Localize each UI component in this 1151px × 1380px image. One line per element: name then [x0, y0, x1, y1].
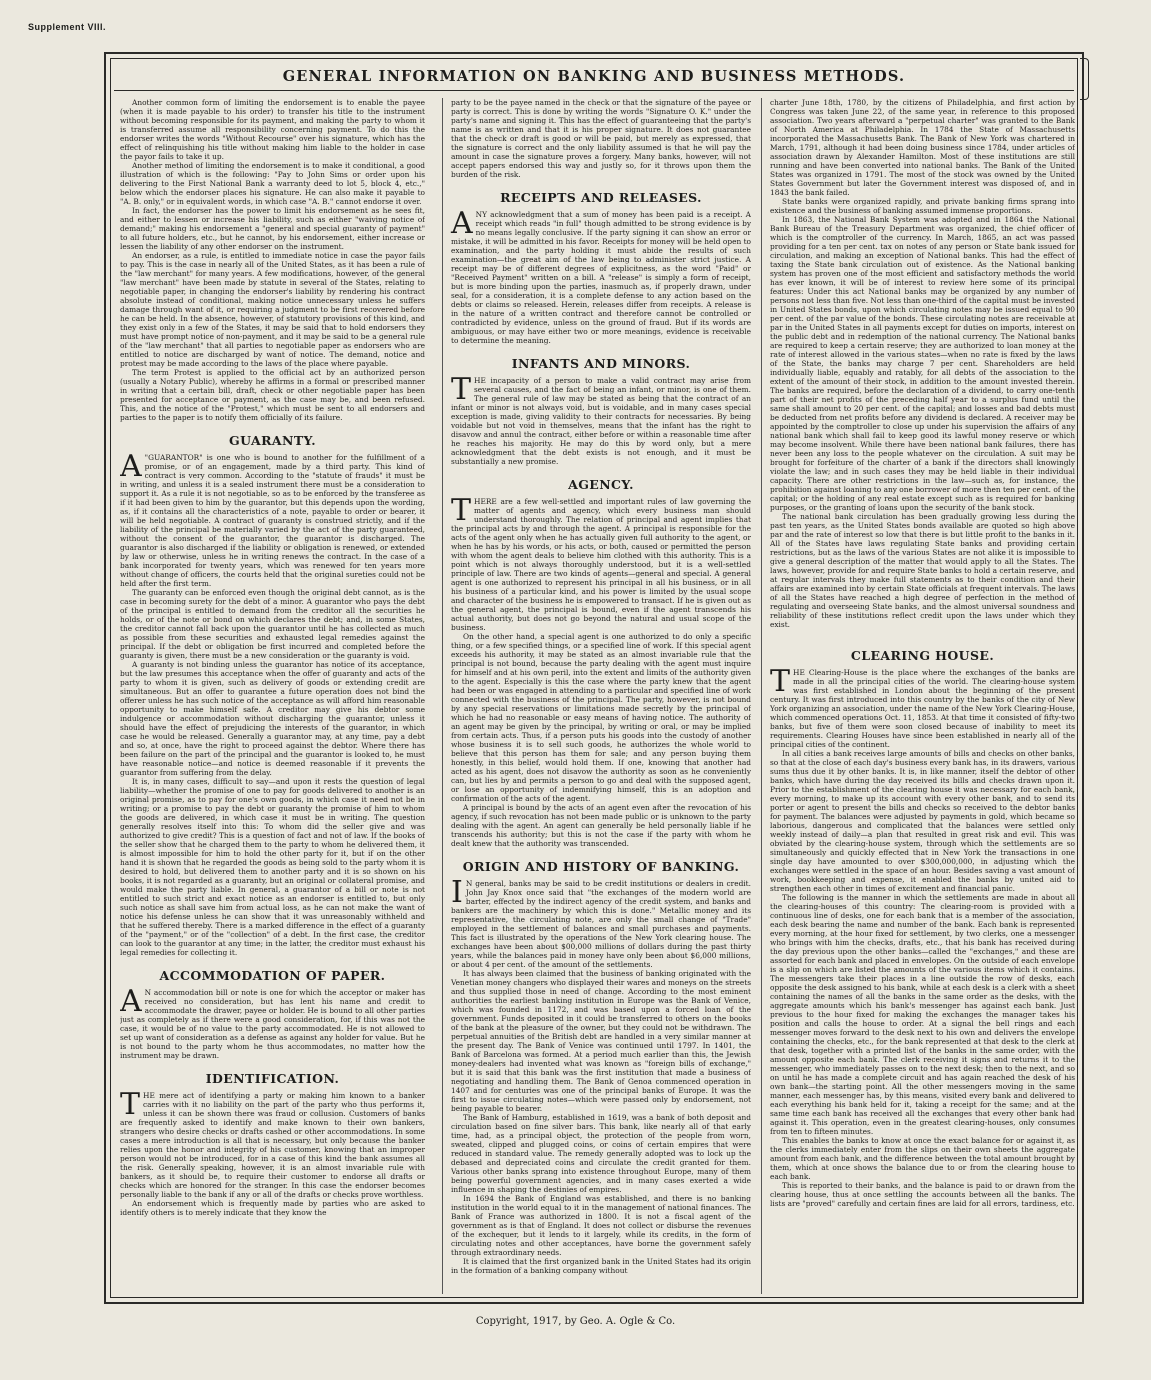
paragraph: The term Protest is applied to the official act by an authorized person (usually a Notary Public), whereby he affirms in a formal or prescribed manner in writing that a certain bill, draft, check or other negotiable paper has been presented for acceptance or payment, as the case may be, and been refused. This, and the notice of the "Protest," which must be sent to all endorsers and parties to the paper is to notify them officially of its failure. — [120, 368, 425, 422]
section-heading-guaranty: GUARANTY. — [229, 433, 316, 448]
paragraph: charter June 18th, 1780, by the citizens of Philadelphia, and first action by Congress was taken June 22, of the same year, in reference to this proposed association. Two years afterward a "perpetual charter" was granted to the Bank of North America at Philadelphia. In 1784 the State of Massachusetts incorporated the Massachusetts Bank. The Bank of New York was chartered in March, 1791, although it had been doing business since 1784, under articles of association drawn by Alexander Hamilton. Most of these institutions are still running and have been converted into national banks. The Bank of the United States was organized in 1791. The most of the stock was owned by the United States Government but later the Government interest was disposed of, and in 1843 the bank failed. — [770, 98, 1075, 197]
page-edge-curl-icon — [1080, 58, 1089, 100]
paragraph: ANY acknowledgment that a sum of money has been paid is a receipt. A receipt which reads "in full" though admitted to be strong evidence is by no means legally conclusive. If the party signing it can show an error or mistake, it will be admitted in his favor. Receipts for money will be held open to examination, and the party holding it must abide the results of such examination—the great aim of the law being to administer strict justice. A receipt may be of different degrees of explicitness, as the word "Paid" or "Received Payment" written on a bill. A "release" is simply a form of receipt, but is more binding upon the parties, inasmuch as, if properly drawn, under seal, for a consideration, it is a complete defense to any action based on the debts or claims so released. Herein, releases differ from receipts. A release is in the nature of a written contract and therefore cannot be controlled or contradicted by evidence, unless on the ground of fraud. But if its words are ambiguous, or may have either two or more meanings, evidence is receivable to determine the meaning. — [451, 206, 751, 345]
section-heading-agency: AGENCY. — [568, 477, 634, 492]
paragraph: In 1694 the Bank of England was established, and there is no banking institution in the world equal to it in the management of national finances. The Bank of France was authorized in 1800. It is not a fiscal agent of the government as is that of England. It does not collect or disburse the revenues of the exchequer, but it lends to it largely, while its credits, in the form of circulating notes and other acceptances, have borne the government safely through extraordinary needs. — [451, 1194, 751, 1257]
paragraph: A guaranty is not binding unless the guarantor has notice of its acceptance, but the law presumes this acceptance when the offer of guaranty and acts of the party to whom it is given, such as delivery of goods or extending credit are simultaneous. But an offer to guarantee a future operation does not bind the offerer unless he has such notice of the acceptance as will afford him reasonable opportunity to make himself safe. A creditor may give his debtor some indulgence or accommodation without discharging the guarantor, unless it should have the effect of prejudicing the interests of the guarantor, in which case he would be released. Generally a guarantor may, at any time, pay a debt and so, at once, have the right to proceed against the debtor. Where there has been failure on the part of the principal and the guarantor is looked to, he must have reasonable notice—and notice is deemed reasonable if it prevents the guarantor from suffering from the delay. — [120, 660, 425, 777]
paragraph: A"GUARANTOR" is one who is bound to another for the fulfillment of a promise, or of an engagement, made by a third party. This kind of contract is very common. According to the "statute of frauds" it must be in writing, and unless it is a sealed instrument there must be a consideration to support it. As a rule it is not negotiable, so as to be enforced by the transferee as if it had been given to him by the guarantor, but this depends upon the wording, as, if it contains all the characteristics of a note, payable to order or bearer, it will be held negotiable. A contract of guaranty is construed strictly, and if the liability of the principal be materially varied by the act of the party guaranteed, without the consent of the guarantor, the guarantor is discharged. The guarantor is also discharged if the liability or obligation is renewed, or extended by law or otherwise, unless he in writing renews the contract. In the case of a bank incorporated for twenty years, which was renewed for ten years more without change of officers, the courts held that the original sureties could not be held after the first term. — [120, 449, 425, 588]
column-3 — [761, 98, 1075, 1294]
paragraph: In fact, the endorser has the power to limit his endorsement as he sees fit, and either to lessen or increase his liability, such as either "waiving notice of demand;" making his endorsement a "general and special guaranty of payment" to all future holders, etc., but he cannot, by his endorsement, either increase or lessen the liability of any other endorser on the instrument. — [120, 206, 425, 251]
section-heading-infants: INFANTS AND MINORS. — [511, 356, 691, 371]
paragraph: The guaranty can be enforced even though the original debt cannot, as is the case in becoming surety for the debt of a minor. A guarantor who pays the debt of the principal is entitled to demand from the creditor all the securities he holds, or of the note or bond on which declares the debt; and, in some States, the creditor cannot fall back upon the guarantor until he has collected as much as possible from these securities and exhausted legal remedies against the principal. If the debt or obligation be first incurred and completed before the guaranty is given, there must be a new consideration or the guaranty is void. — [120, 588, 425, 660]
section-heading-identification: IDENTIFICATION. — [205, 1071, 340, 1086]
column-2 — [442, 98, 751, 1294]
paragraph: An endorsement which is frequently made by parties who are asked to identify others is to merely indicate that they know the — [120, 1199, 425, 1217]
paragraph: THE Clearing-House is the place where the exchanges of the banks are made in all the principal cities of the world. The clearing-house system was first established in London about the beginning of the present century. It was first introduced into this country by the banks of the city of New York organizing an association, under the name of the New York Clearing-House, which commenced operations Oct. 11, 1853. At that time it consisted of fifty-two banks, but five of them were soon closed because of inability to meet its requirements. Clearing Houses have since been established in nearly all of the principal cities of the continent. — [770, 664, 1075, 749]
page-title: GENERAL INFORMATION ON BANKING AND BUSINESS METHODS. — [114, 64, 1074, 91]
paragraph: On the other hand, a special agent is one authorized to do only a specific thing, or a few specified things, or a specified line of work. If this special agent exceeds his authority, it may be stated as an almost invariable rule that the principal is not bound, because the party dealing with the agent must inquire for himself and at his own peril, into the extent and limits of the authority given to the agent. Especially is this the case where the party knew that the agent had been or was engaged in attending to a particular and specified line of work connected with the business of the principal. The party, however, is not bound by any special reservations or limitations made secretly by the principal of which he had no reasonable or easy means of having notice. The authority of an agent may be given by the principal, by writing or oral, or may be implied from certain acts. Thus, if a person puts his goods into the custody of another whose business it is to sell such goods, he authorizes the whole world to believe that this person has them for sale; and any person buying them honestly, in this belief, would hold them. If one, knowing that another had acted as his agent, does not disavow the authority as soon as he conveniently can, but lies by and permits a person to go and deal with the supposed agent, or lose an opportunity of indemnifying himself, this is an adoption and confirmation of the acts of the agent. — [451, 632, 751, 803]
section-heading-receipts: RECEIPTS AND RELEASES. — [500, 190, 702, 205]
paragraph: IN general, banks may be said to be credit institutions or dealers in credit. John Jay Knox once said that "the exchanges of the modern world are barter, effected by the indirect agency of the credit system, and banks and bankers are the machinery by which this is done." Metallic money and its representative, the circulating note, are only the small change of "Trade" employed in the settlement of balances and small purchases and payments. This fact is illustrated by the operations of the New York clearing house. The exchanges have been about $00,000 millions of dollars during the past thirty years, while the balances paid in money have only been about $6,000 millions, or about 4 per cent. of the amount of the settlements. — [451, 875, 751, 969]
supplement-label: Supplement VIII. — [28, 22, 107, 32]
paragraph: A principal is bound by the acts of an agent even after the revocation of his agency, if such revocation has not been made public or is unknown to the party dealing with the agent. An agent can generally be held personally liable if he transcends his authority; but this is not the case if the party with whom he dealt knew that the authority was transcended. — [451, 803, 751, 848]
column-1 — [120, 98, 425, 1294]
paragraph: In all cities a bank receives large amounts of bills and checks on other banks, so that at the close of each day's business every bank has, in its drawers, various sums thus due it by other banks. It is, in like manner, itself the debtor of other banks, which have during the day received its bills and checks drawn upon it. Prior to the establishment of the clearing house it was necessary for each bank, every morning, to make up its account with every other bank, and to send its porter or agent to present the bills and checks so received to the debtor banks for payment. The balances were adjusted by payments in gold, which became so laborious, dangerous and complicated that the balances were settled only weekly instead of daily—a plan that resulted in great risk and evil. This was obviated by the clearing-house system, through which the settlements are so simultaneously and quickly effected that in New York the transactions in one single day have amounted to over $300,000,000, in adjusting which the exchanges were settled in the space of an hour. Besides saving a vast amount of work, bookkeeping and expense, it enabled the banks by united aid to strengthen each other in times of excitement and financial panic. — [770, 749, 1075, 893]
paragraph: THE incapacity of a person to make a valid contract may arise from several causes, and the fact of being an infant, or minor, is one of them. The general rule of law may be stated as being that the contract of an infant or minor is not always void, but is voidable, and in many cases special exception is made, giving validity to their contracts for necessaries. By being voidable but not void in themselves, means that the infant has the right to disavow and annul the contract, either before or within a reasonable time after he reaches his majority. He may do this by word only, but a mere acknowledgment that the debt exists is not enough, and it must be substantially a new promise. — [451, 372, 751, 466]
paragraph: This enables the banks to know at once the exact balance for or against it, as the clerks immediately enter from the slips on their own sheets the aggregate amount from each bank, and the difference between the total amount brought by them, which at once shows the balance due to or from the clearing house to each bank. — [770, 1136, 1075, 1181]
paragraph: AN accommodation bill or note is one for which the acceptor or maker has received no consideration, but has lent his name and credit to accommodate the drawer, payee or holder. He is bound to all other parties just as completely as if there were a good consideration, for, if this was not the case, it would be of no value to the party accommodated. He is not allowed to set up want of consideration as a defense as against any holder for value. But he is not bound to the party whom he thus accommodates, no matter how the instrument may be drawn. — [120, 984, 425, 1060]
paragraph: Another method of limiting the endorsement is to make it conditional, a good illustration of which is the following: "Pay to John Sims or order upon his delivering to the First National Bank a warranty deed to lot 5, block 4, etc.," below which the endorser places his signature. He can also make it payable to "A. B. only," or in equivalent words, in which case "A. B." cannot endorse it over. — [120, 161, 425, 206]
paragraph: The Bank of Hamburg, established in 1619, was a bank of both deposit and circulation based on fine silver bars. This bank, like nearly all of that early time, had, as a principal object, the protection of the people from worn, sweated, clipped and plugged coins, or coins of certain empires that were reduced in standard value. The remedy generally adopted was to lock up the debased and depreciated coins and circulate the credit granted for them. Various other banks sprang into existence throughout Europe, many of them being powerful government agencies, and in many cases exerted a wide influence in shaping the destinies of empires. — [451, 1113, 751, 1194]
section-heading-origin: ORIGIN AND HISTORY OF BANKING. — [462, 859, 740, 874]
paragraph: The following is the manner in which the settlements are made in about all the clearing-houses of this country: The clearing-room is provided with a continuous line of desks, one for each bank that is a member of the association, each desk bearing the name and number of the bank. Each bank is represented every morning, at the hour fixed for settlement, by two clerks, one a messenger who brings with him the checks, drafts, etc., that his bank has received during the day previous upon the other banks—called the "exchanges," and these are assorted for each bank and placed in envelopes. On the outside of each envelope is a slip on which are listed the amounts of the various items which it contains. The messengers take their places in a line outside the row of desks, each opposite the desk assigned to his bank, while at each desk is a clerk with a sheet containing the names of all the banks in the same order as the desks, with the aggregate amounts which his bank's messenger has against each bank. Just previous to the hour fixed for making the exchanges the manager takes his position and calls the house to order. At a signal the bell rings and each messenger moves forward to the desk next to his own and delivers the envelope containing the checks, etc., for the bank represented at that desk to the clerk at that desk, together with a printed list of the banks in the same order, with the amount opposite each bank. The clerk receiving it signs and returns it to the messenger, who immediately passes on to the next desk; then to the next, and so on until he has made a complete circuit and has again reached the desk of his own bank—the starting point. All the other messengers moving in the same manner, each messenger has, by this means, visited every bank and delivered to each everything his bank held for it, taking a receipt for the same; and at the same time each bank has received all the exchanges that every other bank had against it. This operation, even in the greatest clearing-houses, only consumes from ten to fifteen minutes. — [770, 893, 1075, 1136]
paragraph: In 1863, the National Bank System was adopted and in 1864 the National Bank Bureau of the Treasury Department was organized, the chief officer of which is the comptroller of the currency. In March, 1865, an act was passed providing for a ten per cent. tax on notes of any person or State bank issued for circulation, and making an exception of National banks. This had the effect of taxing the State bank circulation out of existence. As the National banking system has proven one of the most efficient and satisfactory methods the world has ever known, it will be of interest to review here some of its principal features: Under this act National banks may be organized by any number of persons not less than five. Not less than one-third of the capital must be invested in United States bonds, upon which circulating notes may be issued equal to 90 per cent. of the par value of the bonds. These circulating notes are receivable at par in the United States in all payments except for duties on imports, interest on the public debt and in redemption of the national currency. The National banks are required to keep a certain reserve; they are authorized to loan money at the rate of interest allowed in the various states—when no rate is fixed by the laws of the State, the banks may charge 7 per cent. Shareholders are held individually liable, equably and ratably, for all debts of the association to the extent of the amount of their stock, in addition to the amount invested therein. The banks are required, before the declaration of a dividend, to carry one-tenth part of their net profits of the preceding half year to a surplus fund until the same shall amount to 20 per cent. of the capital; and losses and bad debts must be deducted from net profits before any dividend is declared. A receiver may be appointed by the comptroller to close up under his supervision the affairs of any national bank which shall fail to keep good its lawful money reserve or which may become insolvent. While there have been national bank failures, there has never been any loss to the people whatever on the circulation. A suit may be brought for forfeiture of the charter of a bank if the directors shall knowingly violate the law; and in such cases they may be held liable in their individual capacity. There are other restrictions in the law—such as, for instance, the prohibition against loaning to any one borrower of more then ten per cent. of the capital; or the holding of any real estate except such as is required for banking purposes, or the granting of loans upon the security of the bank stock. — [770, 215, 1075, 512]
page-frame — [104, 52, 1084, 1304]
paragraph: It has always been claimed that the business of banking originated with the Venetian money changers who displayed their wares and moneys on the streets and thus supplied those in need of change. According to the most eminent authorities the earliest banking institution in Europe was the Bank of Venice, which was founded in 1172, and was based upon a forced loan of the government. Funds deposited in it could be transferred to others on the books of the bank at the pleasure of the owner, but they could not be withdrawn. The perpetual annuities of the British debt are handled in a very similar manner at the present day. The Bank of Venice was continued until 1797. In 1401, the Bank of Barcelona was formed. At a period much earlier than this, the Jewish money-dealers had invented what was known as "foreign bills of exchange," but it is said that this bank was the first institution that made a business of negotiating and handling them. The Bank of Genoa commenced operation in 1407 and for centuries was one of the principal banks of Europe. It was the first to issue circulating notes—which were passed only by endorsement, not being payable to bearer. — [451, 969, 751, 1113]
section-heading-accommodation: ACCOMMODATION OF PAPER. — [159, 968, 386, 983]
paragraph: An endorser, as a rule, is entitled to immediate notice in case the payor fails to pay. This is the case in nearly all of the United States, as it has been a rule of the "law merchant" for many years. A few modifications, however, of the general "law merchant" have been made by statute in several of the States, relating to negotiable paper, in changing the endorser's liability by rendering his contract absolute instead of conditional, making notice unnecessary unless he suffers damage through want of it, or requiring a judgment to be first recovered before he can be held. In the absence, however, of statutory provisions of this kind, and they exist only in a few of the States, it may be said that to hold endorsers they must have prompt notice of non-payment, and it may be said to be a general rule of the "law merchant" that all parties to negotiable paper as endorsers who are entitled to notice are discharged by want of notice. The demand, notice and protest may be made according to the laws of the place where payable. — [120, 251, 425, 368]
paragraph: It is, in many cases, difficult to say—and upon it rests the question of legal liability—whether the promise of one to pay for goods delivered to another is an original promise, as to pay for one's own goods, in which case it need not be in writing; or a promise to pay the debt or guaranty the promise of him to whom the goods are delivered, in which case it must be in writing. The question generally resolves itself into this: To whom did the seller give and was authorized to give credit? This is a question of fact and not of law. If the books of the seller show that he charged them to the party to whom he delivered them, it is almost impossible for him to hold the other party for it, but if on the other hand it is shown that he regarded the goods as being sold to the party whom it is desired to hold, but delivered them to another party and it is so shown on his books, it is not regarded as a guaranty, but an original or collateral promise, and would make the party liable. In general, a guarantor of a bill or note is not entitled to such strict and exact notice as an endorser is entitled to, but only such notice as shall save him from actual loss, as he can not make the want of notice his defense unless he can show that it was unreasonably withheld and that he suffered thereby. There is a marked difference in the effect of a guaranty of the "payment," or of the "collection" of a debt. In the first case, the creditor can look to the guarantor at any time; in the latter, the creditor must exhaust his legal remedies for collecting it. — [120, 777, 425, 957]
copyright-line: Copyright, 1917, by Geo. A. Ogle & Co. — [475, 1316, 676, 1327]
paragraph: Another common form of limiting the endorsement is to enable the payee (when it is made payable to his order) to transfer his title to the instrument without becoming responsible for its payment, and making the party to whom it is transferred assume all responsibility concerning payment. To do this the endorser writes the words "Without Recourse" over his signature, which has the effect of relinquishing his title without making him liable to the holder in case the payor fails to take it up. — [120, 98, 425, 161]
paragraph: This is reported to their banks, and the balance is paid to or drawn from the clearing house, thus at once settling the accounts between all the banks. The lists are "proved" carefully and certain fines are laid for all errors, tardiness, etc. — [770, 1181, 1075, 1208]
paragraph: State banks were organized rapidly, and private banking firms sprang into existence and the business of banking assumed immense proportions. — [770, 197, 1075, 215]
paragraph: THE mere act of identifying a party or making him known to a banker carries with it no liability on the part of the party who thus performs it, unless it can be shown there was fraud or collusion. Customers of banks are frequently asked to identify and make known to their own bankers, strangers who desire checks or drafts cashed or other accommodations. In some cases a mere introduction is all that is necessary, but only because the banker relies upon the honor and integrity of his customer, knowing that an improper person would not be introduced, for in a case of this kind the bank assumes all the risk. Generally speaking, however, it is an almost invariable rule with bankers, as it should be, to require their customer to endorse all drafts or checks which are honored for the stranger. In this case the endorser becomes personally liable to the bank if any or all of the drafts or checks prove worthless. — [120, 1087, 425, 1199]
paragraph: The national bank circulation has been gradually growing less during the past ten years, as the United States bonds available are quoted so high above par and the rate of interest so low that there is but little profit to the banks in it. All of the States have laws regulating State banks and providing certain restrictions, but as the laws of the various States are not alike it is impossible to give a general description of the matter that would apply to all the States. The laws, however, provide for and require State banks to hold a certain reserve, and at regular intervals they make full statements as to their condition and their affairs are examined into by certain State officials at frequent intervals. The laws of all the States have reached a high degree of perfection in the method of regulating and overseeing State banks, and the almost universal soundness and reliability of these institutions reflect credit upon the laws under which they exist. — [770, 512, 1075, 629]
paragraph: It is claimed that the first organized bank in the United States had its origin in the formation of a banking company without — [451, 1257, 751, 1275]
paragraph: party to be the payee named in the check or that the signature of the payee or party is correct. This is done by writing the words "Signature O. K." under the party's name and signing it. This has the effect of guaranteeing that the party's name is as written and that it is his proper signature. It does not guarantee that the check or draft is good or will be paid, but merely as expressed, that the signature is correct and the only liability assumed is that he will pay the amount in case the signature proves a forgery. Many banks, however, will not accept papers endorsed this way and justly so, for it throws upon them the burden of the risk. — [451, 98, 751, 179]
paragraph: THERE are a few well-settled and important rules of law governing the matter of agents and agency, which every business man should understand thoroughly. The relation of principal and agent implies that the principal acts by and through the agent. A principal is responsible for the acts of the agent only when he has actually given full authority to the agent, or when he has by his words, or his acts, or both, caused or permitted the person with whom the agent deals to believe him clothed with this authority. This is a point which is not always thoroughly understood, but it is a well-settled principle of law. There are two kinds of agents—general and special. A general agent is one authorized to represent his principal in all his business, or in all his business of a particular kind, and his power is limited by the usual scope and character of the business he is empowered to transact. If he is given out as the general agent, the principal is bound, even if the agent transcends his actual authority, but does not go beyond the natural and usual scope of the business. — [451, 493, 751, 632]
section-heading-clearing: CLEARING HOUSE. — [850, 648, 995, 663]
